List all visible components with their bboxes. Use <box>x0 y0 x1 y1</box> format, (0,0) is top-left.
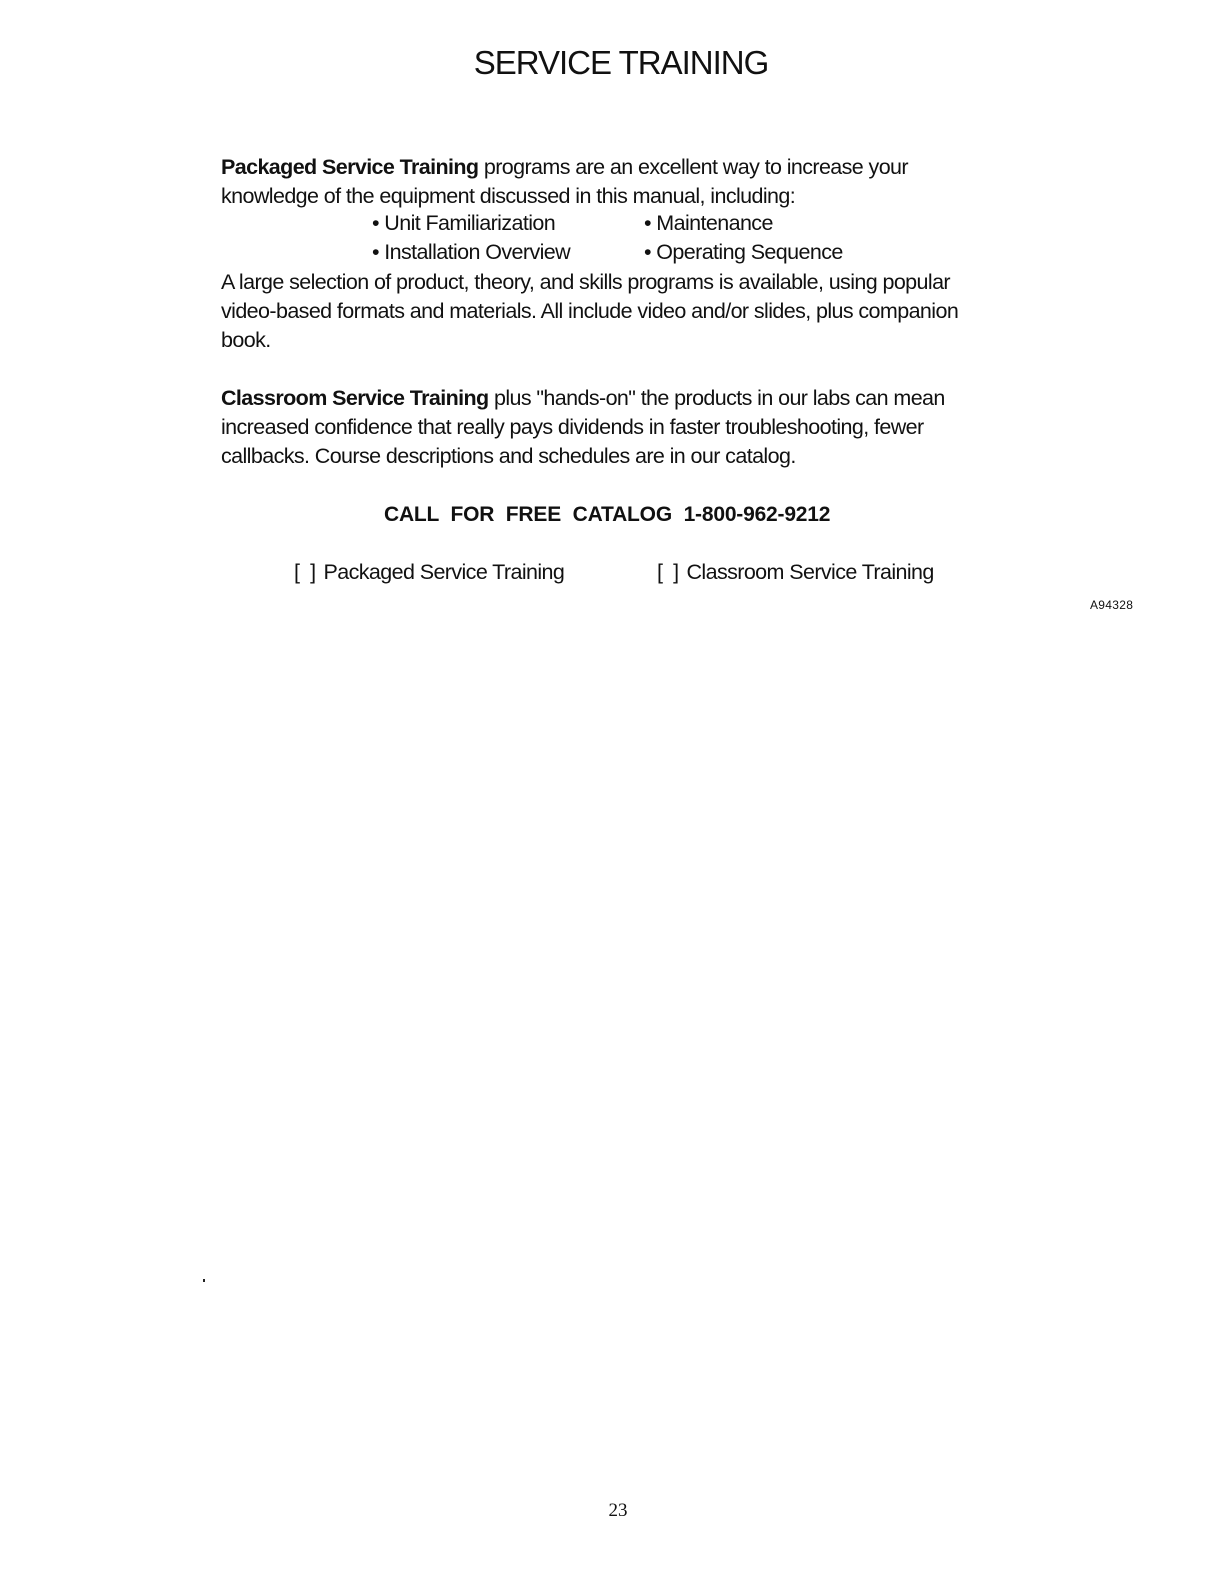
topics-bullet-list <box>372 209 972 267</box>
page-number: 23 <box>608 1500 628 1521</box>
packaged-training-paragraph <box>221 153 1041 211</box>
packaged-body-line2: video-based formats and materials. All include video and/or slides, plus companion <box>221 299 959 323</box>
bullet-item: • Unit Familiarization <box>372 211 556 235</box>
bullet-row <box>372 209 972 238</box>
classroom-line2: increased confidence that really pays dividends in faster troubleshooting, fewer <box>221 415 924 439</box>
bullet-item: • Installation Overview <box>372 240 571 264</box>
packaged-training-heading: Packaged Service Training <box>221 155 479 179</box>
packaged-training-checkbox-option[interactable] <box>294 560 564 585</box>
checkbox-label: Packaged Service Training <box>323 560 565 584</box>
classroom-training-paragraph <box>221 384 1041 471</box>
bullet-item: • Maintenance <box>644 211 773 235</box>
packaged-intro-line1: programs are an excellent way to increase your <box>478 155 908 179</box>
page-title: SERVICE TRAINING <box>473 44 769 81</box>
catalog-phone-callout: CALL FOR FREE CATALOG 1-800-962-9212 <box>384 503 831 526</box>
classroom-training-checkbox-option[interactable] <box>657 560 934 585</box>
packaged-intro-line2: knowledge of the equipment discussed in this manual, including: <box>221 184 796 208</box>
document-code: A94328 <box>1090 598 1134 612</box>
bullet-item: • Operating Sequence <box>644 240 843 264</box>
classroom-line3: callbacks. Course descriptions and schedules are in our catalog. <box>221 444 796 468</box>
checkbox-label: Classroom Service Training <box>686 560 934 584</box>
packaged-body-paragraph <box>221 268 1041 355</box>
classroom-training-heading: Classroom Service Training <box>221 386 489 410</box>
classroom-line1: plus "hands-on" the products in our labs can mean <box>488 386 945 410</box>
checkbox-bracket[interactable]: [ ] <box>294 560 316 584</box>
packaged-body-line3: book. <box>221 328 271 352</box>
checkbox-bracket[interactable]: [ ] <box>657 560 679 584</box>
packaged-body-line1: A large selection of product, theory, and skills programs is available, using popular <box>221 270 950 294</box>
bullet-row <box>372 238 972 267</box>
scan-speck <box>203 1279 205 1282</box>
